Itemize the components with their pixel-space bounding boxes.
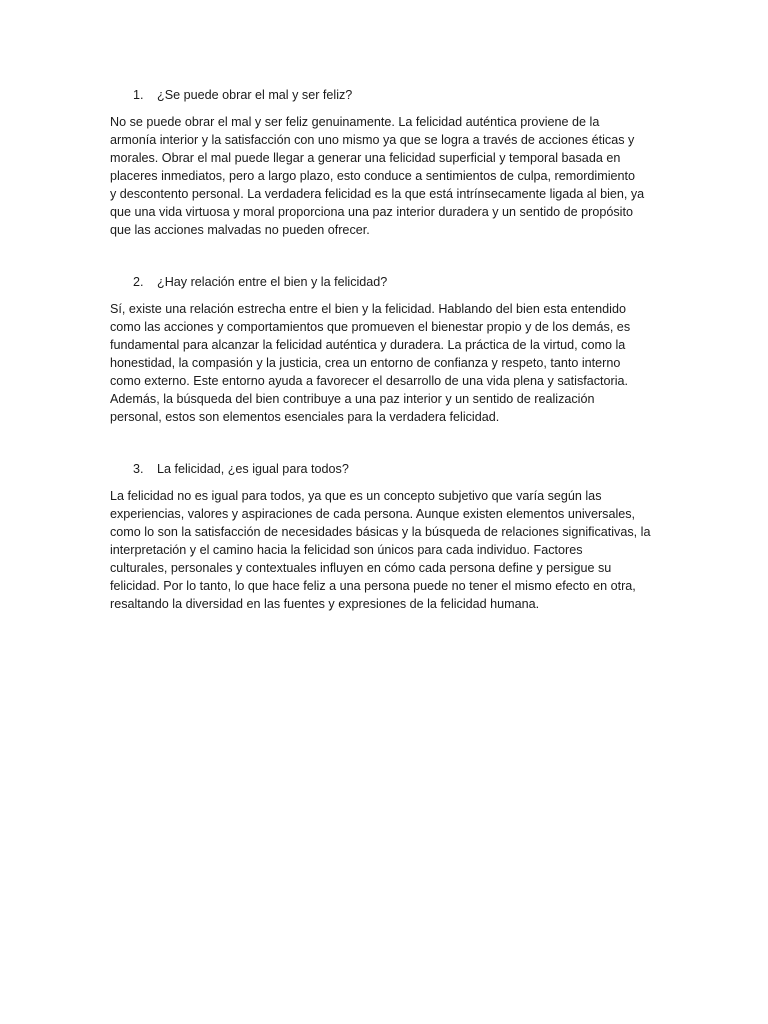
- paragraph-line: honestidad, la compasión y la justicia, crea un entorno de confianza y respeto, tanto interno: [110, 356, 621, 370]
- paragraph-line: personal, estos son elementos esenciales para la verdadera felicidad.: [110, 410, 500, 424]
- document-body: [110, 86, 660, 647]
- paragraph-line: que una vida virtuosa y moral proporciona una paz interior duradera y un sentido de propósito: [110, 205, 633, 219]
- paragraph-line: como lo son la satisfacción de necesidades básicas y la búsqueda de relaciones significativas, la: [110, 525, 651, 539]
- paragraph-line: culturales, personales y contextuales influyen en cómo cada persona define y persigue su: [110, 561, 612, 575]
- paragraph-line: que las acciones malvadas no pueden ofrecer.: [110, 223, 370, 237]
- paragraph-line: Sí, existe una relación estrecha entre el bien y la felicidad. Hablando del bien esta entendido: [110, 302, 626, 316]
- answer-paragraph: [110, 487, 660, 613]
- paragraph-line: resaltando la diversidad en las fuentes y expresiones de la felicidad humana.: [110, 597, 540, 611]
- paragraph-line: experiencias, valores y aspiraciones de cada persona. Aunque existen elementos universales,: [110, 507, 636, 521]
- paragraph-line: placeres inmediatos, pero a largo plazo, esto conduce a sentimientos de culpa, remordimiento: [110, 169, 636, 183]
- paragraph-line: fundamental para alcanzar la felicidad auténtica y duradera. La práctica de la virtud, como la: [110, 338, 626, 352]
- question-heading: [110, 86, 660, 104]
- paragraph-line: No se puede obrar el mal y ser feliz genuinamente. La felicidad auténtica proviene de la: [110, 115, 600, 129]
- question-text: La felicidad, ¿es igual para todos?: [157, 462, 349, 476]
- question-heading: [110, 273, 660, 291]
- section-1: [110, 86, 660, 239]
- paragraph-line: felicidad. Por lo tanto, lo que hace feliz a una persona puede no tener el mismo efecto en otra,: [110, 579, 636, 593]
- paragraph-line: morales. Obrar el mal puede llegar a generar una felicidad superficial y temporal basada en: [110, 151, 621, 165]
- paragraph-line: como las acciones y comportamientos que promueven el bienestar propio y de los demás, es: [110, 320, 631, 334]
- paragraph-line: y descontento personal. La verdadera felicidad es la que está intrínsecamente ligada al bien, ya: [110, 187, 645, 201]
- list-number: 3.: [133, 462, 144, 476]
- section-2: [110, 273, 660, 426]
- section-3: [110, 460, 660, 613]
- paragraph-line: como externo. Este entorno ayuda a favorecer el desarrollo de una vida plena y satisfactoria.: [110, 374, 629, 388]
- question-text: ¿Hay relación entre el bien y la felicidad?: [157, 275, 388, 289]
- paragraph-line: Además, la búsqueda del bien contribuye a una paz interior y un sentido de realización: [110, 392, 595, 406]
- answer-paragraph: [110, 113, 660, 239]
- paragraph-line: interpretación y el camino hacia la felicidad son únicos para cada individuo. Factores: [110, 543, 583, 557]
- paragraph-line: armonía interior y la satisfacción con uno mismo ya que se logra a través de acciones éticas y: [110, 133, 635, 147]
- question-heading: [110, 460, 660, 478]
- list-number: 2.: [133, 275, 144, 289]
- question-text: ¿Se puede obrar el mal y ser feliz?: [157, 88, 353, 102]
- paragraph-line: La felicidad no es igual para todos, ya que es un concepto subjetivo que varía según las: [110, 489, 602, 503]
- answer-paragraph: [110, 300, 660, 426]
- list-number: 1.: [133, 88, 144, 102]
